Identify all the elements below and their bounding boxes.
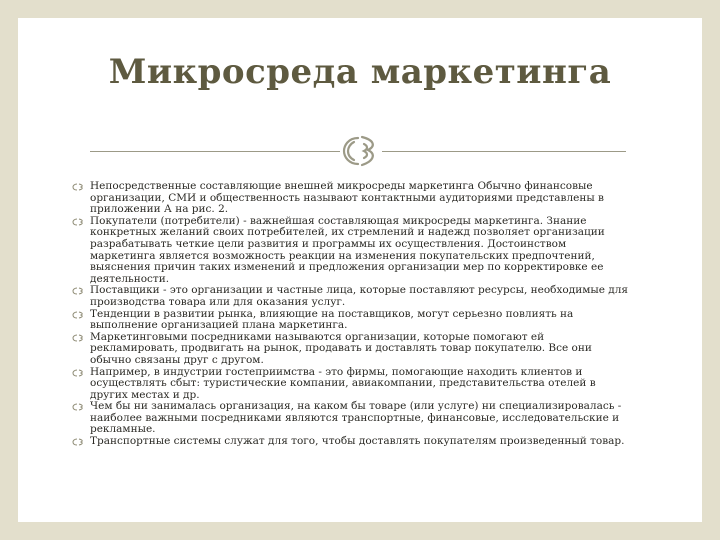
leaf-bullet-icon: [72, 218, 84, 226]
leaf-bullet-icon: [72, 311, 84, 319]
title-divider-right: [382, 151, 626, 152]
leaf-bullet-icon: [72, 183, 84, 191]
list-item-text: Маркетинговыми посредниками называются организации, которые помогают ей рекламировать, продвигать на рынок, продавать и доставлять товар покупателю. Все они обычно связаны друг с другом.: [90, 330, 592, 366]
list-item: [72, 367, 632, 402]
leaf-bullet-icon: [72, 369, 84, 377]
list-item-text: Например, в индустрии гостеприимства - это фирмы, помогающие находить клиентов и осуществлять сбыт: туристические компании, авиакомпании, представительства отелей в других местах и др.: [90, 365, 596, 401]
list-item-text: Покупатели (потребители) - важнейшая составляющая микросреды маркетинга. Знание конкретных желаний своих потребителей, их стремлений и надежд позволяет организации разрабатывать четкие цели развития и программы их осуществления. Достоинством маркетинга является возможность реакции на изменения покупательских предпочтений, выяснения причин таких изменений и предложения организации мер по корректировке ее деятельности.: [90, 214, 605, 285]
list-item-text: Поставщики - это организации и частные лица, которые поставляют ресурсы, необходимые для производства товара или для оказания услуг.: [90, 284, 629, 308]
list-item: [72, 401, 632, 436]
list-item: [72, 181, 632, 216]
bullet-list: [72, 181, 632, 448]
list-item: [72, 309, 632, 332]
leaf-bullet-icon: [72, 403, 84, 411]
list-item: [72, 285, 632, 308]
list-item: [72, 216, 632, 286]
leaf-bullet-icon: [72, 334, 84, 342]
leaf-bullet-icon: [72, 438, 84, 446]
list-item-text: Чем бы ни занималась организация, на каком бы товаре (или услуге) ни специализировалась - наиболее важными посредниками являются транспортные, финансовые, исследовательские и рекламные.: [90, 400, 622, 436]
leaf-ornament-icon: [340, 132, 382, 170]
list-item: [72, 332, 632, 367]
leaf-bullet-icon: [72, 287, 84, 295]
list-item-text: Тенденции в развитии рынка, влияющие на поставщиков, могут серьезно повлиять на выполнение организацией плана маркетинга.: [90, 307, 574, 332]
list-item: [72, 436, 632, 448]
list-item-text: Транспортные системы служат для того, чтобы доставлять покупателям произведенный товар.: [90, 435, 625, 448]
title-divider-left: [90, 151, 340, 152]
list-item-text: Непосредственные составляющие внешней микросреды маркетинга Обычно финансовые организации, СМИ и общественность называют контактными аудиториями представлены в приложении А на рис. 2.: [90, 180, 604, 216]
slide-title: Микросреда маркетинга: [108, 52, 612, 92]
